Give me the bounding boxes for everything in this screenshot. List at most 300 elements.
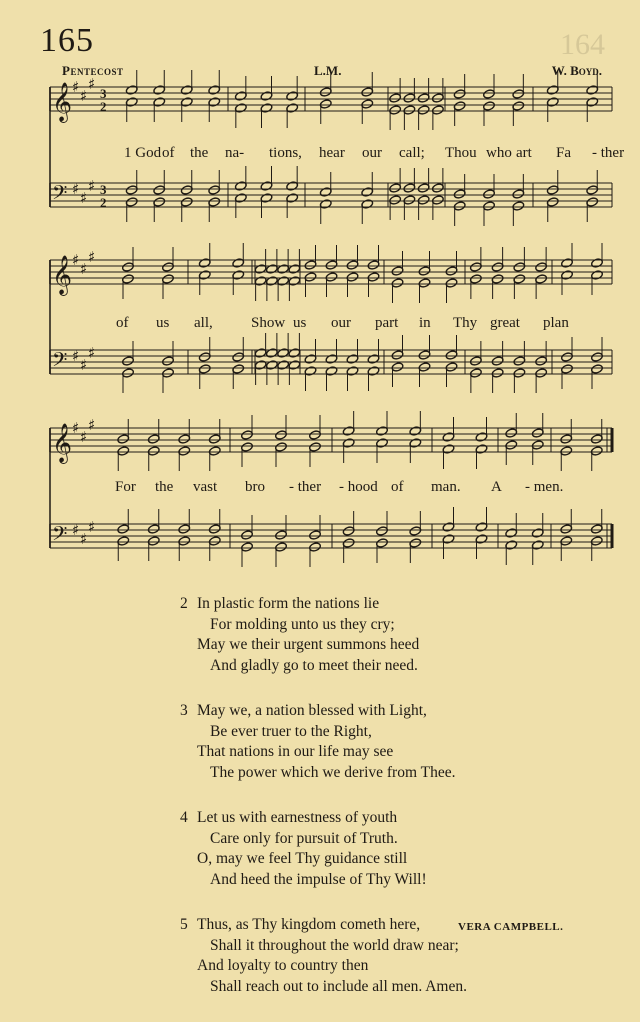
half-note — [586, 197, 599, 208]
verse-line: And heed the impulse of Thy Will! — [210, 870, 427, 888]
half-note — [304, 366, 317, 377]
verse-line: May we, a nation blessed with Light, — [197, 702, 427, 719]
lyric-syllable: call; — [399, 145, 425, 161]
lyric-syllable: of — [162, 145, 175, 161]
half-note — [403, 93, 416, 104]
lyric-syllable: 1 God — [124, 145, 162, 161]
half-note — [288, 348, 301, 359]
half-note — [491, 368, 504, 379]
half-note — [232, 270, 245, 281]
half-note — [483, 189, 496, 200]
bass-clef-icon: 𝄢 — [52, 348, 68, 376]
half-note — [286, 103, 299, 114]
half-note — [367, 272, 380, 283]
lyric-syllable: vast — [193, 479, 218, 495]
half-note — [513, 262, 526, 273]
half-note — [208, 185, 221, 196]
half-note — [376, 526, 389, 537]
half-note — [513, 356, 526, 367]
half-note — [125, 197, 138, 208]
lyric-syllable: plan — [543, 315, 569, 331]
half-note — [391, 362, 404, 373]
verse-line: Shall it throughout the world draw near; — [210, 936, 459, 954]
half-note — [241, 430, 254, 441]
half-note — [403, 183, 416, 194]
lyric-syllable: - hood — [339, 479, 378, 495]
half-note — [304, 260, 317, 271]
half-note — [535, 274, 548, 285]
half-note — [431, 195, 444, 206]
half-note — [590, 434, 603, 445]
half-note — [260, 181, 273, 192]
half-note — [453, 189, 466, 200]
lyric-syllable: art — [516, 145, 532, 161]
half-note — [546, 185, 559, 196]
half-note — [561, 270, 574, 281]
bass-clef-icon: 𝄢 — [52, 522, 68, 550]
half-note — [590, 446, 603, 457]
half-note — [153, 97, 166, 108]
half-note — [505, 440, 518, 451]
half-note — [445, 350, 458, 361]
lyric-syllable: tions, — [269, 145, 302, 161]
half-note — [409, 526, 422, 537]
half-note — [417, 195, 430, 206]
half-note — [418, 266, 431, 277]
half-note — [535, 368, 548, 379]
half-note — [513, 274, 526, 285]
half-note — [531, 528, 544, 539]
half-note — [180, 97, 193, 108]
half-note — [265, 264, 278, 275]
lyric-syllable: na- — [225, 145, 245, 161]
half-note — [418, 362, 431, 373]
half-note — [304, 272, 317, 283]
half-note — [234, 193, 247, 204]
verse-line: The power which we derive from Thee. — [210, 763, 456, 781]
half-note — [389, 183, 402, 194]
half-note — [531, 540, 544, 551]
half-note — [342, 438, 355, 449]
half-note — [512, 201, 525, 212]
half-note — [546, 85, 559, 96]
half-note — [535, 262, 548, 273]
half-note — [409, 426, 422, 437]
half-note — [198, 352, 211, 363]
half-note — [234, 181, 247, 192]
half-note — [505, 428, 518, 439]
sharp-icon: ♯ — [88, 75, 96, 93]
sharp-icon: ♯ — [88, 177, 96, 195]
sharp-icon: ♯ — [80, 87, 88, 105]
hymn-number: 165 — [40, 22, 94, 59]
half-note — [162, 368, 175, 379]
treble-clef-icon: 𝄞 — [52, 255, 73, 295]
verse-line: Shall reach out to include all men. Amen. — [210, 977, 467, 995]
half-note — [208, 536, 221, 547]
half-note — [254, 360, 267, 371]
lyric-syllable: man. — [431, 479, 461, 495]
verse-line: For molding unto us they cry; — [210, 615, 395, 633]
half-note — [117, 446, 130, 457]
half-note — [531, 428, 544, 439]
half-note — [453, 101, 466, 112]
verse-2 — [180, 594, 467, 676]
half-note — [122, 262, 135, 273]
lyric-syllable: For — [115, 479, 136, 495]
half-note — [288, 276, 301, 287]
half-note — [391, 266, 404, 277]
half-note — [590, 536, 603, 547]
half-note — [178, 434, 191, 445]
half-note — [275, 530, 288, 541]
half-note — [180, 197, 193, 208]
half-note — [286, 91, 299, 102]
half-note — [277, 360, 290, 371]
half-note — [469, 274, 482, 285]
author: VERA CAMPBELL. — [458, 921, 564, 933]
half-note — [234, 91, 247, 102]
half-note — [265, 360, 278, 371]
half-note — [275, 430, 288, 441]
half-note — [319, 99, 332, 110]
half-note — [265, 348, 278, 359]
half-note — [361, 87, 374, 98]
half-note — [325, 354, 338, 365]
time-signature-bottom: 2 — [100, 99, 107, 114]
half-note — [125, 97, 138, 108]
lyric-syllable: - ther — [289, 479, 322, 495]
verse-4 — [180, 808, 467, 890]
half-note — [147, 446, 160, 457]
half-note — [309, 430, 322, 441]
half-note — [445, 266, 458, 277]
half-note — [117, 524, 130, 535]
verse-number: 2 — [180, 595, 188, 612]
half-note — [309, 442, 322, 453]
half-note — [512, 101, 525, 112]
half-note — [560, 524, 573, 535]
half-note — [483, 89, 496, 100]
half-note — [546, 197, 559, 208]
half-note — [208, 446, 221, 457]
half-note — [346, 366, 359, 377]
treble-clef-icon: 𝄞 — [52, 423, 73, 463]
time-signature-bottom: 2 — [100, 195, 107, 210]
lyric-syllable: us — [156, 315, 170, 331]
half-note — [125, 185, 138, 196]
sharp-icon: ♯ — [72, 419, 80, 437]
sharp-icon: ♯ — [72, 521, 80, 539]
half-note — [208, 85, 221, 96]
half-note — [254, 276, 267, 287]
lyric-syllable: hear — [319, 145, 345, 161]
lyric-syllable: of — [391, 479, 404, 495]
half-note — [198, 270, 211, 281]
half-note — [361, 199, 374, 210]
half-note — [232, 364, 245, 375]
half-note — [469, 356, 482, 367]
half-note — [531, 440, 544, 451]
half-note — [162, 274, 175, 285]
half-note — [325, 366, 338, 377]
lyric-syllable: who — [486, 145, 512, 161]
verse-line: Thus, as Thy kingdom cometh here, — [197, 916, 421, 933]
half-note — [153, 185, 166, 196]
half-note — [442, 522, 455, 533]
half-note — [445, 362, 458, 373]
lyric-syllable: Fa — [556, 145, 571, 161]
half-note — [361, 187, 374, 198]
half-note — [288, 264, 301, 275]
half-note — [319, 199, 332, 210]
meter: L.M. — [314, 63, 342, 78]
half-note — [208, 434, 221, 445]
half-note — [391, 350, 404, 361]
half-note — [376, 426, 389, 437]
half-note — [361, 99, 374, 110]
half-note — [178, 446, 191, 457]
half-note — [260, 103, 273, 114]
half-note — [117, 434, 130, 445]
sharp-icon: ♯ — [72, 180, 80, 198]
lyric-syllable: part — [375, 315, 399, 331]
half-note — [117, 536, 130, 547]
tune-name: Pentecost — [62, 63, 124, 78]
verse-line: And gladly go to meet their need. — [210, 656, 418, 674]
half-note — [241, 542, 254, 553]
half-note — [403, 105, 416, 116]
half-note — [260, 193, 273, 204]
half-note — [505, 528, 518, 539]
half-note — [198, 258, 211, 269]
sharp-icon: ♯ — [88, 248, 96, 266]
verse-line: Let us with earnestness of youth — [197, 809, 398, 826]
half-note — [546, 97, 559, 108]
half-note — [561, 352, 574, 363]
half-note — [265, 276, 278, 287]
half-note — [342, 538, 355, 549]
half-note — [275, 442, 288, 453]
half-note — [304, 354, 317, 365]
lyric-syllable: great — [490, 315, 520, 331]
half-note — [586, 97, 599, 108]
half-note — [513, 368, 526, 379]
sharp-icon: ♯ — [80, 428, 88, 446]
half-note — [376, 538, 389, 549]
lyric-syllable: in — [419, 315, 431, 331]
half-note — [208, 524, 221, 535]
half-note — [586, 185, 599, 196]
lyric-syllable: the — [190, 145, 209, 161]
sharp-icon: ♯ — [80, 260, 88, 278]
lyric-syllable: Show — [251, 315, 286, 331]
half-note — [469, 262, 482, 273]
half-note — [591, 270, 604, 281]
half-note — [409, 438, 422, 449]
half-note — [409, 538, 422, 549]
lyric-syllable: our — [362, 145, 382, 161]
half-note — [403, 195, 416, 206]
half-note — [535, 356, 548, 367]
half-note — [418, 350, 431, 361]
half-note — [591, 364, 604, 375]
verse-line: And loyalty to country then — [197, 957, 369, 974]
half-note — [325, 272, 338, 283]
half-note — [491, 356, 504, 367]
sharp-icon: ♯ — [80, 189, 88, 207]
half-note — [162, 356, 175, 367]
sharp-icon: ♯ — [88, 416, 96, 434]
half-note — [417, 105, 430, 116]
half-note — [346, 260, 359, 271]
half-note — [431, 105, 444, 116]
half-note — [445, 278, 458, 289]
half-note — [389, 105, 402, 116]
half-note — [590, 524, 603, 535]
half-note — [147, 536, 160, 547]
half-note — [260, 91, 273, 102]
half-note — [319, 187, 332, 198]
sharp-icon: ♯ — [80, 530, 88, 548]
half-note — [483, 201, 496, 212]
lyric-syllable: our — [331, 315, 351, 331]
half-note — [122, 274, 135, 285]
half-note — [162, 262, 175, 273]
verse-5 — [180, 915, 467, 997]
half-note — [309, 530, 322, 541]
half-note — [208, 197, 221, 208]
half-note — [491, 262, 504, 273]
half-note — [505, 540, 518, 551]
half-note — [367, 366, 380, 377]
half-note — [241, 530, 254, 541]
treble-clef-icon: 𝄞 — [52, 82, 73, 122]
half-note — [147, 434, 160, 445]
verse-number: 3 — [180, 702, 188, 719]
lyric-syllable: of — [116, 315, 129, 331]
half-note — [346, 354, 359, 365]
half-note — [198, 364, 211, 375]
half-note — [561, 364, 574, 375]
half-note — [560, 446, 573, 457]
half-note — [346, 272, 359, 283]
half-note — [286, 181, 299, 192]
lyric-syllable: - men. — [525, 479, 564, 495]
lyric-syllable: all, — [194, 315, 213, 331]
half-note — [453, 201, 466, 212]
verse-number: 4 — [180, 809, 188, 826]
composer: W. Boyd. — [551, 63, 602, 78]
lyric-syllable: Thou — [445, 145, 477, 161]
sharp-icon: ♯ — [72, 347, 80, 365]
half-note — [286, 193, 299, 204]
half-note — [591, 352, 604, 363]
half-note — [232, 258, 245, 269]
half-note — [325, 260, 338, 271]
lyric-syllable: bro — [245, 479, 265, 495]
half-note — [122, 356, 135, 367]
half-note — [277, 348, 290, 359]
half-note — [319, 87, 332, 98]
verse-line: In plastic form the nations lie — [197, 595, 380, 612]
half-note — [342, 526, 355, 537]
half-note — [453, 89, 466, 100]
half-note — [277, 264, 290, 275]
half-note — [254, 348, 267, 359]
verse-line: Be ever truer to the Right, — [210, 722, 372, 740]
sharp-icon: ♯ — [88, 518, 96, 536]
half-note — [586, 85, 599, 96]
half-note — [561, 258, 574, 269]
bleed-through-number: 164 — [560, 28, 605, 61]
half-note — [254, 264, 267, 275]
half-note — [275, 542, 288, 553]
half-note — [431, 183, 444, 194]
half-note — [153, 85, 166, 96]
half-note — [153, 197, 166, 208]
half-note — [309, 542, 322, 553]
lyric-syllable: - ther — [592, 145, 625, 161]
verse-line: That nations in our life may see — [197, 743, 394, 760]
half-note — [125, 85, 138, 96]
sharp-icon: ♯ — [80, 356, 88, 374]
half-note — [389, 93, 402, 104]
verse-line: May we their urgent summons heed — [197, 636, 420, 653]
half-note — [475, 432, 488, 443]
half-note — [442, 444, 455, 455]
half-note — [277, 276, 290, 287]
lyric-syllable: us — [293, 315, 307, 331]
half-note — [391, 278, 404, 289]
half-note — [475, 522, 488, 533]
sharp-icon: ♯ — [88, 344, 96, 362]
half-note — [475, 534, 488, 545]
verses — [180, 594, 467, 1022]
half-note — [417, 93, 430, 104]
verse-line: Care only for pursuit of Truth. — [210, 829, 398, 847]
half-note — [147, 524, 160, 535]
half-note — [389, 195, 402, 206]
lyric-syllable: the — [155, 479, 174, 495]
half-note — [342, 426, 355, 437]
half-note — [491, 274, 504, 285]
half-note — [376, 438, 389, 449]
half-note — [122, 368, 135, 379]
half-note — [469, 368, 482, 379]
time-signature-top: 3 — [100, 86, 107, 101]
half-note — [442, 432, 455, 443]
half-note — [241, 442, 254, 453]
half-note — [208, 97, 221, 108]
sharp-icon: ♯ — [72, 78, 80, 96]
verse-number: 5 — [180, 916, 188, 933]
half-note — [232, 352, 245, 363]
lyric-syllable: Thy — [453, 315, 478, 331]
half-note — [180, 85, 193, 96]
half-note — [288, 360, 301, 371]
half-note — [417, 183, 430, 194]
half-note — [234, 103, 247, 114]
half-note — [475, 444, 488, 455]
half-note — [418, 278, 431, 289]
half-note — [560, 434, 573, 445]
half-note — [560, 536, 573, 547]
half-note — [442, 534, 455, 545]
half-note — [512, 89, 525, 100]
time-signature-top: 3 — [100, 182, 107, 197]
half-note — [431, 93, 444, 104]
